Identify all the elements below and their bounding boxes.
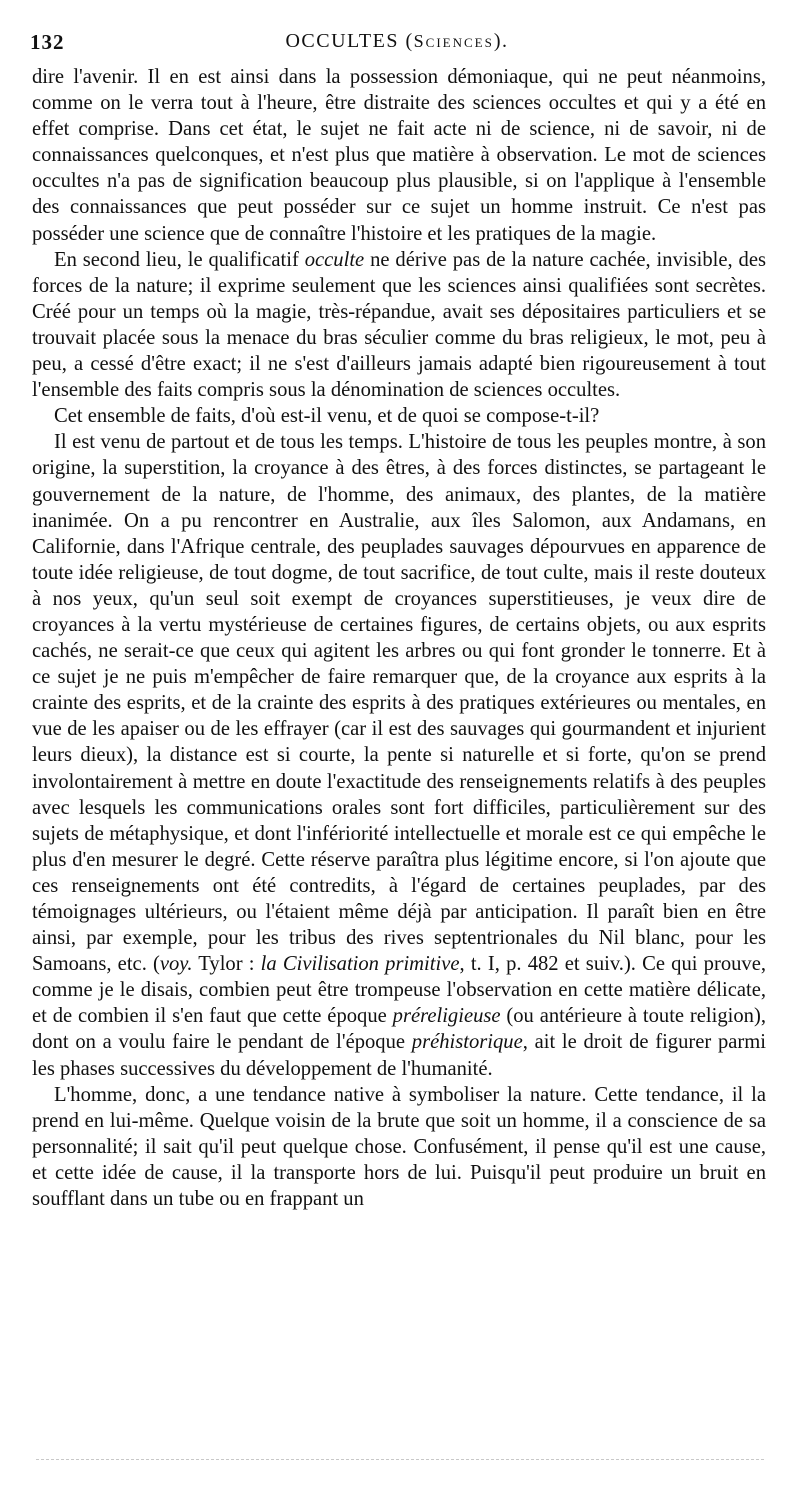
paragraph-text: Il est venu de partout et de tous les temps. L'histoire de tous les peuples montre, à son origine, la superstition, la croyance à des êtres, à des forces distinctes, se partageant le gouvernement de la nature, de l'homme, des animaux, des plantes, de la matière inanimée. On a pu rencontrer en Australie, aux îles Salomon, aux Andamans, en Californie, dans l'Afrique centrale, des peuplades sauvages dépourvues en apparence de toute idée religieuse, de tout dogme, de tout sacrifice, de tout culte, mais il reste douteux à nos yeux, qu'un seul soit exempt de croyances superstitieuses, je veux dire de croyances à la vertu mystérieuse de certaines figures, de certains objets, ou aux esprits cachés, ne serait-ce que ceux qui agitent les arbres ou qui font gronder le tonnerre. Et à ce sujet je ne puis m'empêcher de faire remarquer que, de la croyance aux esprits à la crainte des esprits, et de la crainte des esprits à des pratiques extérieures ou mentales, en vue de les apaiser ou de les effrayer (car il est des sauvages qui gourmandent et injurient leurs dieux), la distance est si courte, la pente si naturelle et si forte, qu'on se prend involontairement à mettre en doute l'exactitude des renseignements relatifs à des peuples avec lesquels les communications orales sont fort difficiles, particulièrement sur des sujets de métaphysique, et dont l'infériorité intellectuelle et morale est ce qui empêche le plus d'en mesurer le degré. Cette réserve paraîtra plus légitime encore, si l'on ajoute que ces renseignements ont été contredits, à l'égard de certaines peuplades, par des témoignages ultérieurs, ou l'étaient même déjà par anticipation. Il paraît bien en être ainsi, par exemple, pour les tribus des rives septentrionales du Nil blanc, pour les Samoans, etc. (	[32, 431, 766, 976]
paragraph-text: Tylor :	[192, 953, 261, 976]
italic-term-prereligieuse: préreligieuse	[392, 1005, 501, 1028]
running-head-main: OCCULTES (	[285, 30, 414, 52]
paragraph-text: Cet ensemble de faits, d'où est-il venu, et de quoi se compose-t-il?	[54, 405, 600, 428]
page-header	[24, 30, 770, 64]
italic-term-prehistorique: préhistorique	[411, 1031, 523, 1054]
running-head-small-caps: Sciences	[413, 31, 494, 51]
running-head-end: ).	[493, 30, 509, 52]
running-head	[24, 30, 770, 53]
italic-abbrev-voy: voy.	[159, 953, 193, 976]
paragraph-text: ne dérive pas de la nature cachée, invisible, des forces de la nature; il exprime seulement que les sciences ainsi qualifiées sont secrètes. Créé pour un temps où la magie, très-répandue, avait ses dépositaires particuliers et se trouvait placée sous la menace du bras séculier comme du bras religieux, le mot, peu à peu, a cessé d'être exact; il ne s'est d'ailleurs jamais adapté bien rigoureusement à tout l'ensemble des faits compris sous la dénomination de sciences occultes.	[32, 248, 766, 402]
paragraph-text: , ait le droit de figurer parmi les phases successives du développement de l'humanité.	[32, 1031, 767, 1080]
paragraph-5	[32, 1082, 766, 1212]
page-number: 132	[30, 30, 65, 54]
paragraph-text: L'homme, donc, a une tendance native à symboliser la nature. Cette tendance, il la prend en lui-même. Quelque voisin de la brute que soit un homme, il a conscience de sa personnalité; il sait qu'il peut quelque chose. Confusément, il pense qu'il est une cause, et cette idée de cause, il la transporte hors de lui. Puisqu'il peut produire un bruit en soufflant dans un tube ou en frappant un	[32, 1083, 766, 1211]
paragraph-text: , t. I, p. 482 et suiv.). Ce qui prouve, comme je le disais, combien peut être trompeuse l'observation en cette matière délicate, et de combien il s'en faut que cette époque	[32, 953, 767, 1028]
italic-term-occulte: occulte	[304, 248, 365, 271]
body-text	[32, 64, 766, 1212]
paragraph-1	[32, 64, 766, 247]
paragraph-text: (ou antérieure à toute religion), dont on a voulu faire le pendant de l'époque	[32, 1005, 766, 1054]
paragraph-4	[32, 429, 766, 1081]
paragraph-text: En second lieu, le qualificatif	[54, 248, 305, 271]
italic-citation-title: la Civilisation primitive	[260, 953, 460, 976]
paragraph-text: dire l'avenir. Il en est ainsi dans la possession démoniaque, qui ne peut néanmoins, comme on le verra tout à l'heure, être distraite des sciences occultes et qui y a été en effet comprise. Dans cet état, le sujet ne fait acte ni de science, ni de savoir, ni de connaissances quelconques, et n'est plus que matière à observation. Le mot de sciences occultes n'a pas de signification beaucoup plus plausible, si on l'applique à l'ensemble des connaissances que peut posséder sur ce sujet un homme instruit. Ce n'est pas posséder une science que de connaître l'histoire et les pratiques de la magie.	[32, 66, 766, 245]
paragraph-2	[32, 247, 766, 404]
paragraph-3	[32, 403, 766, 429]
footer-rule	[36, 1459, 764, 1460]
